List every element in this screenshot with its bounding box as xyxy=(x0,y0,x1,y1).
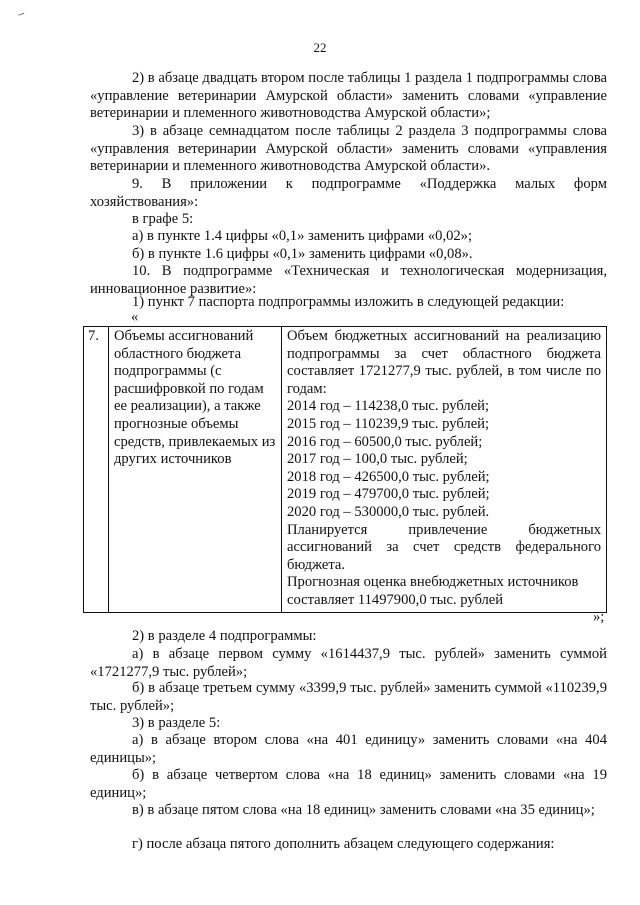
paragraph: 3) в разделе 5: xyxy=(132,715,221,731)
year-line: 2014 год – 114238,0 тыс. рублей; xyxy=(287,398,490,415)
paragraph: 10. В подпрограмме «Техническая и технологическая модернизация, инновационное развитие»: xyxy=(90,263,607,297)
year-line: 2019 год – 479700,0 тыс. рублей; xyxy=(287,486,490,503)
paragraph: а) в абзаце втором слова «на 401 единицу» заменить словами «на 404 единицы»; xyxy=(90,732,607,766)
paragraph: 1) пункт 7 паспорта подпрограммы изложить в следующей редакции: xyxy=(132,294,565,310)
year-line: 2017 год – 100,0 тыс. рублей; xyxy=(287,451,468,468)
paragraph: 3) в абзаце семнадцатом после таблицы 2 раздела 3 подпрограммы слова «управления ветеринарии Амурской области» заменить словами «управления ветеринарии и племенного животноводства Амурской области». xyxy=(90,123,607,175)
row-number: 7. xyxy=(84,327,109,613)
row-name: Объемы ассигнований областного бюджета подпрограммы (с расшифровкой по годам ее реализации), а также прогнозные объемы средств, привлекаемых из других источников xyxy=(109,327,282,613)
year-line: 2018 год – 426500,0 тыс. рублей; xyxy=(287,468,490,485)
table-row xyxy=(84,327,607,613)
paragraph: б) в пункте 1.6 цифры «0,1» заменить цифрами «0,08». xyxy=(132,246,473,262)
paragraph: в графе 5: xyxy=(132,211,194,227)
forecast-note: Прогнозная оценка внебюджетных источников составляет 11497900,0 тыс. рублей xyxy=(287,574,579,608)
paragraph: а) в абзаце первом сумму «1614437,9 тыс. рублей» заменить суммой «1721277,9 тыс. рублей»; xyxy=(90,646,607,680)
year-line: 2020 год – 530000,0 тыс. рублей. xyxy=(287,503,490,520)
budget-intro: Объем бюджетных ассигнований на реализацию подпрограммы за счет областного бюджета составляет 1721277,9 тыс. рублей, в том числе по годам: xyxy=(287,328,601,397)
paragraph: б) в абзаце четвертом слова «на 18 единиц» заменить словами «на 19 единиц»; xyxy=(90,767,607,801)
page-number: 22 xyxy=(313,40,327,55)
quote-close: »; xyxy=(593,609,605,625)
federal-note: Планируется привлечение бюджетных ассигнований за счет средств федерального бюджета. xyxy=(287,521,601,573)
row-value xyxy=(282,327,607,613)
page-corner-mark: – xyxy=(15,5,27,21)
year-line: 2016 год – 60500,0 тыс. рублей; xyxy=(287,433,483,450)
year-line: 2015 год – 110239,9 тыс. рублей; xyxy=(287,415,490,432)
paragraph: г) после абзаца пятого дополнить абзацем следующего содержания: xyxy=(132,836,555,852)
paragraph: в) в абзаце пятом слова «на 18 единиц» заменить словами «на 35 единиц»; xyxy=(132,802,595,818)
paragraph: б) в абзаце третьем сумму «3399,9 тыс. рублей» заменить суммой «110239,9 тыс. рублей»; xyxy=(90,680,607,714)
paragraph: 2) в разделе 4 подпрограммы: xyxy=(132,628,317,644)
quote-open: « xyxy=(131,309,139,325)
passport-table xyxy=(83,326,607,613)
paragraph: а) в пункте 1.4 цифры «0,1» заменить цифрами «0,02»; xyxy=(132,228,473,244)
paragraph: 2) в абзаце двадцать втором после таблицы 1 раздела 1 подпрограммы слова «управление ветеринарии Амурской области» заменить словами «управление ветеринарии и племенного животноводства Амурской области»; xyxy=(90,70,607,122)
paragraph: 9. В приложении к подпрограмме «Поддержка малых форм хозяйствования»: xyxy=(90,176,607,210)
